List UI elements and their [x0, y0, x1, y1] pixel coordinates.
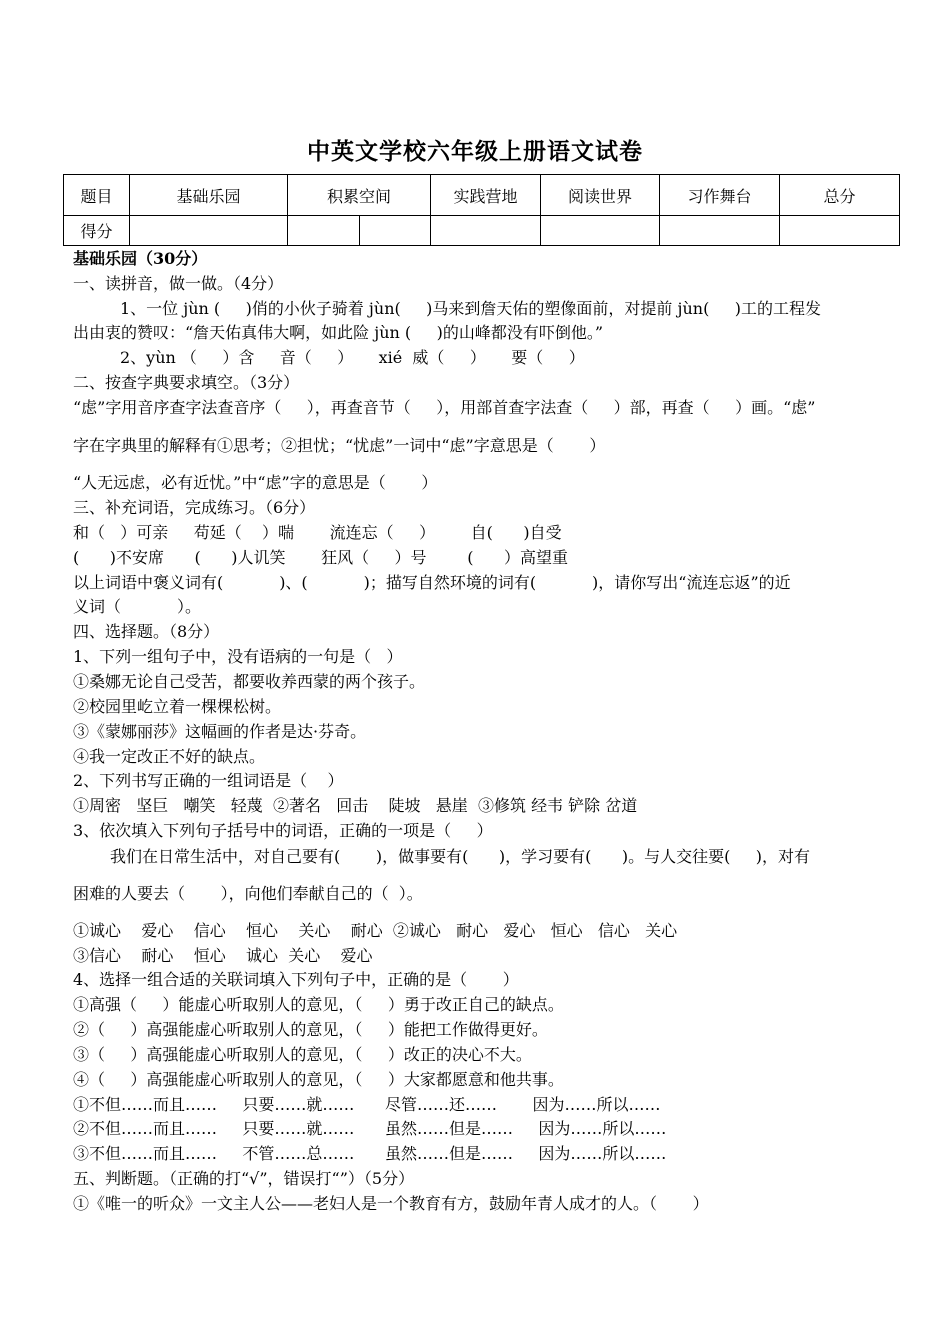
question-heading: 五、判断题。（正确的打“√”，错误打“”）（5分）: [73, 1169, 415, 1188]
option-text: ④我一定改正不好的缺点。: [73, 747, 266, 766]
option-text: ③信心 耐心 恒心 诚心 关心 爱心: [73, 946, 373, 965]
question-text: 2、yùn （ ）含 音（ ） xié 威（ ） 要（ ）: [120, 348, 585, 367]
option-text: ④（ ）高强能虚心听取别人的意见，（ ）大家都愿意和他共事。: [73, 1070, 564, 1089]
question-heading: 一、读拼音，做一做。（4分）: [73, 274, 284, 293]
score-cell[interactable]: [130, 216, 288, 246]
question-text: 我们在日常生活中，对自己要有( )，做事要有( )，学习要有( )。与人交往要( )，对有: [110, 847, 811, 866]
question-text: 困难的人要去（ ），向他们奉献自己的（ ）。: [73, 884, 423, 903]
score-cell[interactable]: [288, 216, 360, 246]
option-text: ②校园里屹立着一棵棵松树。: [73, 697, 282, 716]
question-text: 以上词语中褒义词有( )、( )；描写自然环境的词有( )，请你写出“流连忘返”的近: [73, 573, 791, 592]
option-text: ①不但……而且…… 只要……就…… 尽管……还…… 因为……所以……: [73, 1095, 661, 1114]
score-header-cell: 总分: [780, 175, 900, 216]
question-text: 1、下列一组句子中，没有语病的一句是（ ）: [73, 647, 403, 666]
question-heading: 三、补充词语，完成练习。（6分）: [73, 498, 316, 517]
option-text: ③（ ）高强能虚心听取别人的意见，（ ）改正的决心不大。: [73, 1045, 532, 1064]
score-cell[interactable]: [431, 216, 541, 246]
question-heading: 二、按查字典要求填空。（3分）: [73, 373, 300, 392]
option-text: ③不但……而且…… 不管……总…… 虽然……但是…… 因为……所以……: [73, 1144, 667, 1163]
score-header-cell: 题目: [64, 175, 130, 216]
question-heading: 四、选择题。（8分）: [73, 622, 220, 641]
score-header-cell: 阅读世界: [541, 175, 660, 216]
option-text: ②（ ）高强能虚心听取别人的意见，（ ）能把工作做得更好。: [73, 1020, 548, 1039]
question-text: ( )不安席 ( )人讥笑 狂风（ ）号 ( ）高望重: [73, 548, 568, 567]
score-header-cell: 积累空间: [288, 175, 431, 216]
question-text: “虑”字用音序查字法查音序（ ），再查音节（ ），用部首查字法查（ ）部，再查（ ）画。“虑”: [73, 398, 816, 417]
option-text: ①桑娜无论自己受苦，都要收养西蒙的两个孩子。: [73, 672, 426, 691]
exam-title: 中英文学校六年级上册语文试卷: [307, 138, 643, 165]
score-cell[interactable]: [360, 216, 431, 246]
question-text: 1、一位 jùn ( )俏的小伙子骑着 jùn( )马来到詹天佑的塑像面前，对提前 jùn( )工的工程发: [120, 299, 821, 318]
question-text: 字在字典里的解释有①思考；②担忧；“忧虑”一词中“虑”字意思是（ ）: [73, 436, 606, 455]
score-row-label: 得分: [64, 216, 130, 246]
section-heading: 基础乐园（30分）: [73, 249, 208, 268]
option-text: ②不但……而且…… 只要……就…… 虽然……但是…… 因为……所以……: [73, 1119, 667, 1138]
option-text: ①周密 坚巨 嘲笑 轻蔑 ②著名 回击 陡坡 悬崖 ③修筑 经韦 铲除 岔道: [73, 796, 638, 815]
score-header-cell: 习作舞台: [660, 175, 780, 216]
score-cell[interactable]: [780, 216, 900, 246]
option-text: ①诚心 爱心 信心 恒心 关心 耐心 ②诚心 耐心 爱心 恒心 信心 关心: [73, 921, 678, 940]
score-cell[interactable]: [541, 216, 660, 246]
question-text: 和（ ）可亲 苟延（ ）喘 流连忘（ ） 自( )自受: [73, 523, 562, 542]
question-text: 出由衷的赞叹：“詹天佑真伟大啊，如此险 jùn ( )的山峰都没有吓倒他。”: [73, 323, 604, 342]
question-text: ①《唯一的听众》一文主人公——老妇人是一个教育有方，鼓励年青人成才的人。（ ）: [73, 1194, 709, 1213]
question-text: 3、依次填入下列句子括号中的词语，正确的一项是（ ）: [73, 821, 493, 840]
score-header-cell: 基础乐园: [130, 175, 288, 216]
question-text: 2、下列书写正确的一组词语是（ ）: [73, 771, 344, 790]
score-cell[interactable]: [660, 216, 780, 246]
score-table: [63, 174, 900, 246]
question-text: 4、选择一组合适的关联词填入下列句子中，正确的是（ ）: [73, 970, 519, 989]
score-header-cell: 实践营地: [431, 175, 541, 216]
option-text: ③《蒙娜丽莎》这幅画的作者是达·芬奇。: [73, 722, 367, 741]
question-text: “人无远虑，必有近忧。”中“虑”字的意思是（ ）: [73, 473, 438, 492]
question-text: 义词（ ）。: [73, 597, 201, 616]
option-text: ①高强（ ）能虚心听取别人的意见，（ ）勇于改正自己的缺点。: [73, 995, 564, 1014]
